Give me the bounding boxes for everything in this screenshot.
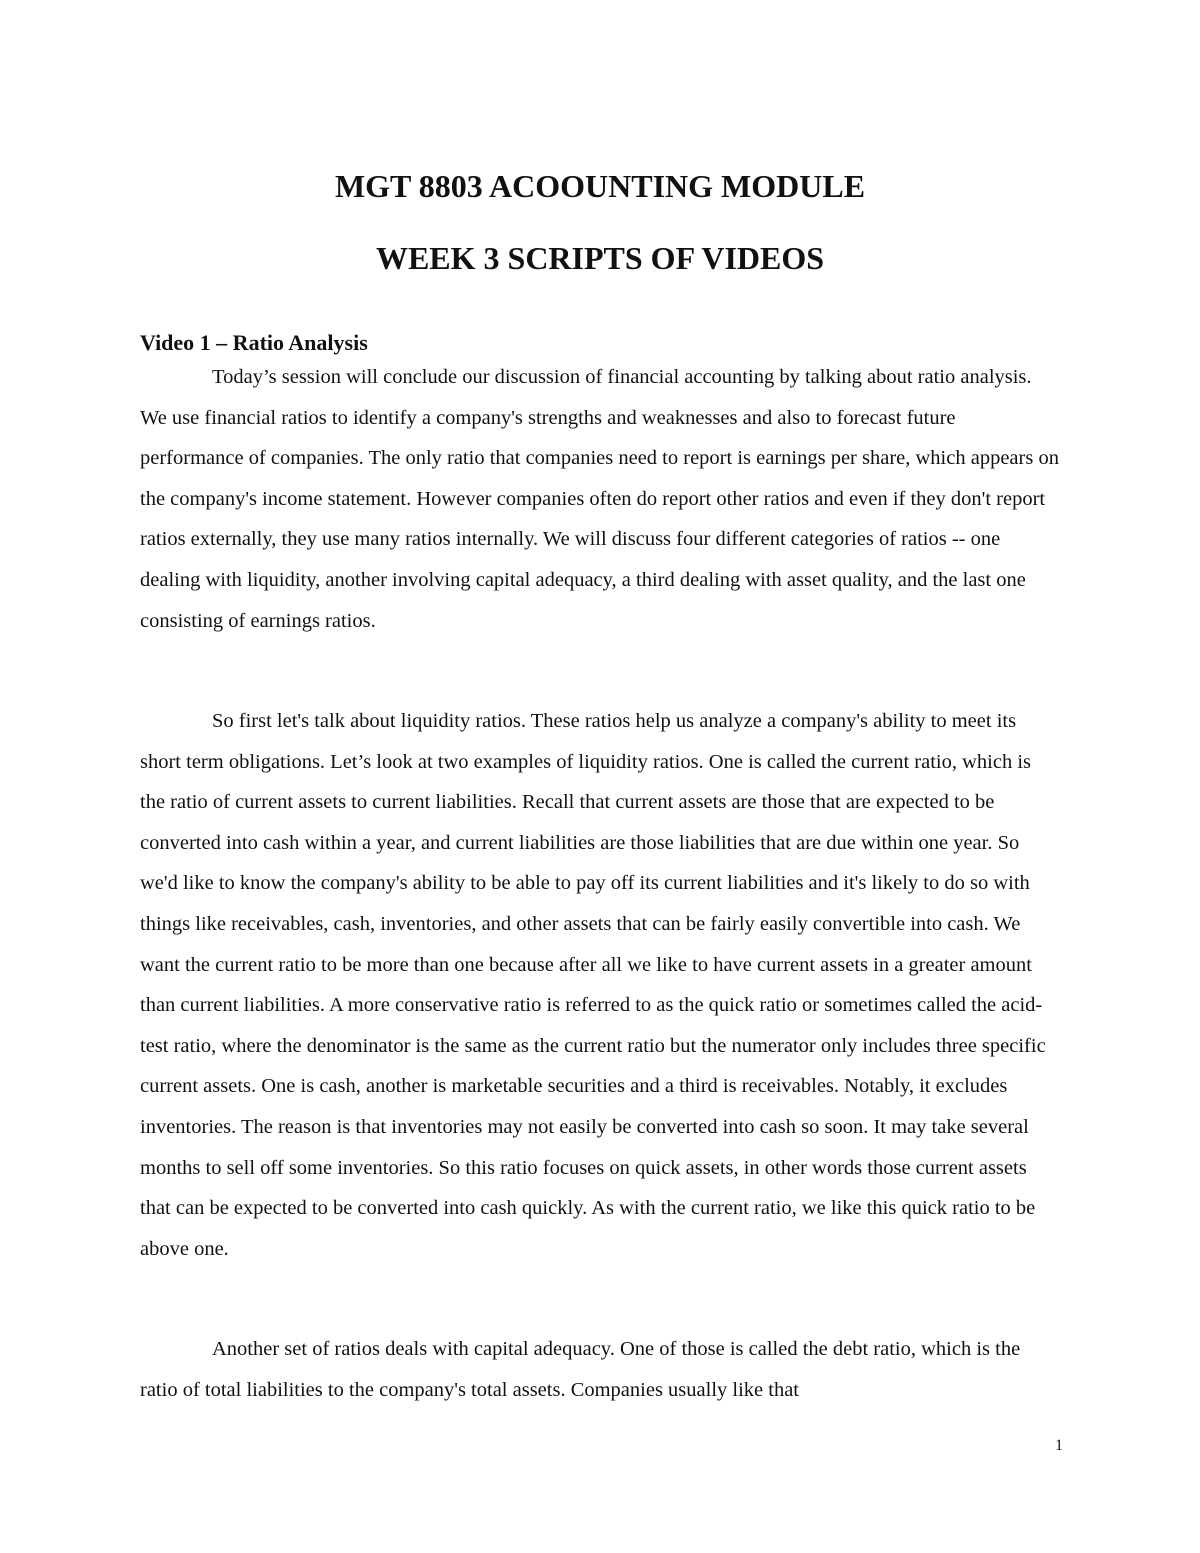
paragraph: Another set of ratios deals with capital adequacy. One of those is called the debt ratio, which is the ratio of total liabilities to the company's total assets. Companies usually like that (140, 1338, 1021, 1401)
paragraph: So first let's talk about liquidity ratios. These ratios help us analyze a company's ability to meet its short term obligations. Let’s look at two examples of liquidity ratios. One is called the current ratio, which is the ratio of current assets to current liabilities. Recall that current assets are those that are expected to be converted into cash within a year, and current liabilities are those liabilities that are due within one year. So we'd like to know the company's ability to be able to pay off its current liabilities and it's likely to do so with things like receivables, cash, inventories, and other assets that can be fairly easily convertible into cash. We want the current ratio to be more than one because after all we like to have current assets in a greater amount than current liabilities. A more conservative ratio is referred to as the quick ratio or sometimes called the acid-test ratio, where the denominator is the same as the current ratio but the numerator only includes three specific current assets. One is cash, another is marketable securities and a third is receivables. Notably, it excludes inventories. The reason is that inventories may not easily be converted into cash so soon. It may take several months to sell off some inventories. So this ratio focuses on quick assets, in other words those current assets that can be expected to be converted into cash quickly. As with the current ratio, we like this quick ratio to be above one. (140, 710, 1046, 1260)
page-number: 1 (1055, 1437, 1063, 1454)
section-heading: Video 1 – Ratio Analysis (140, 330, 368, 355)
document-title: MGT 8803 ACOOUNTING MODULE (334, 168, 866, 204)
paragraph: Today’s session will conclude our discussion of financial accounting by talking about ratio analysis. We use financial ratios to identify a company's strengths and weaknesses and also to forecast future performance of companies. The only ratio that companies need to report is earnings per share, which appears on the company's income statement. However companies often do report other ratios and even if they don't report ratios externally, they use many ratios internally. We will discuss four different categories of ratios -- one dealing with liquidity, another involving capital adequacy, a third dealing with asset quality, and the last one consisting of earnings ratios. (140, 366, 1059, 632)
document-subtitle: WEEK 3 SCRIPTS OF VIDEOS (375, 240, 825, 276)
